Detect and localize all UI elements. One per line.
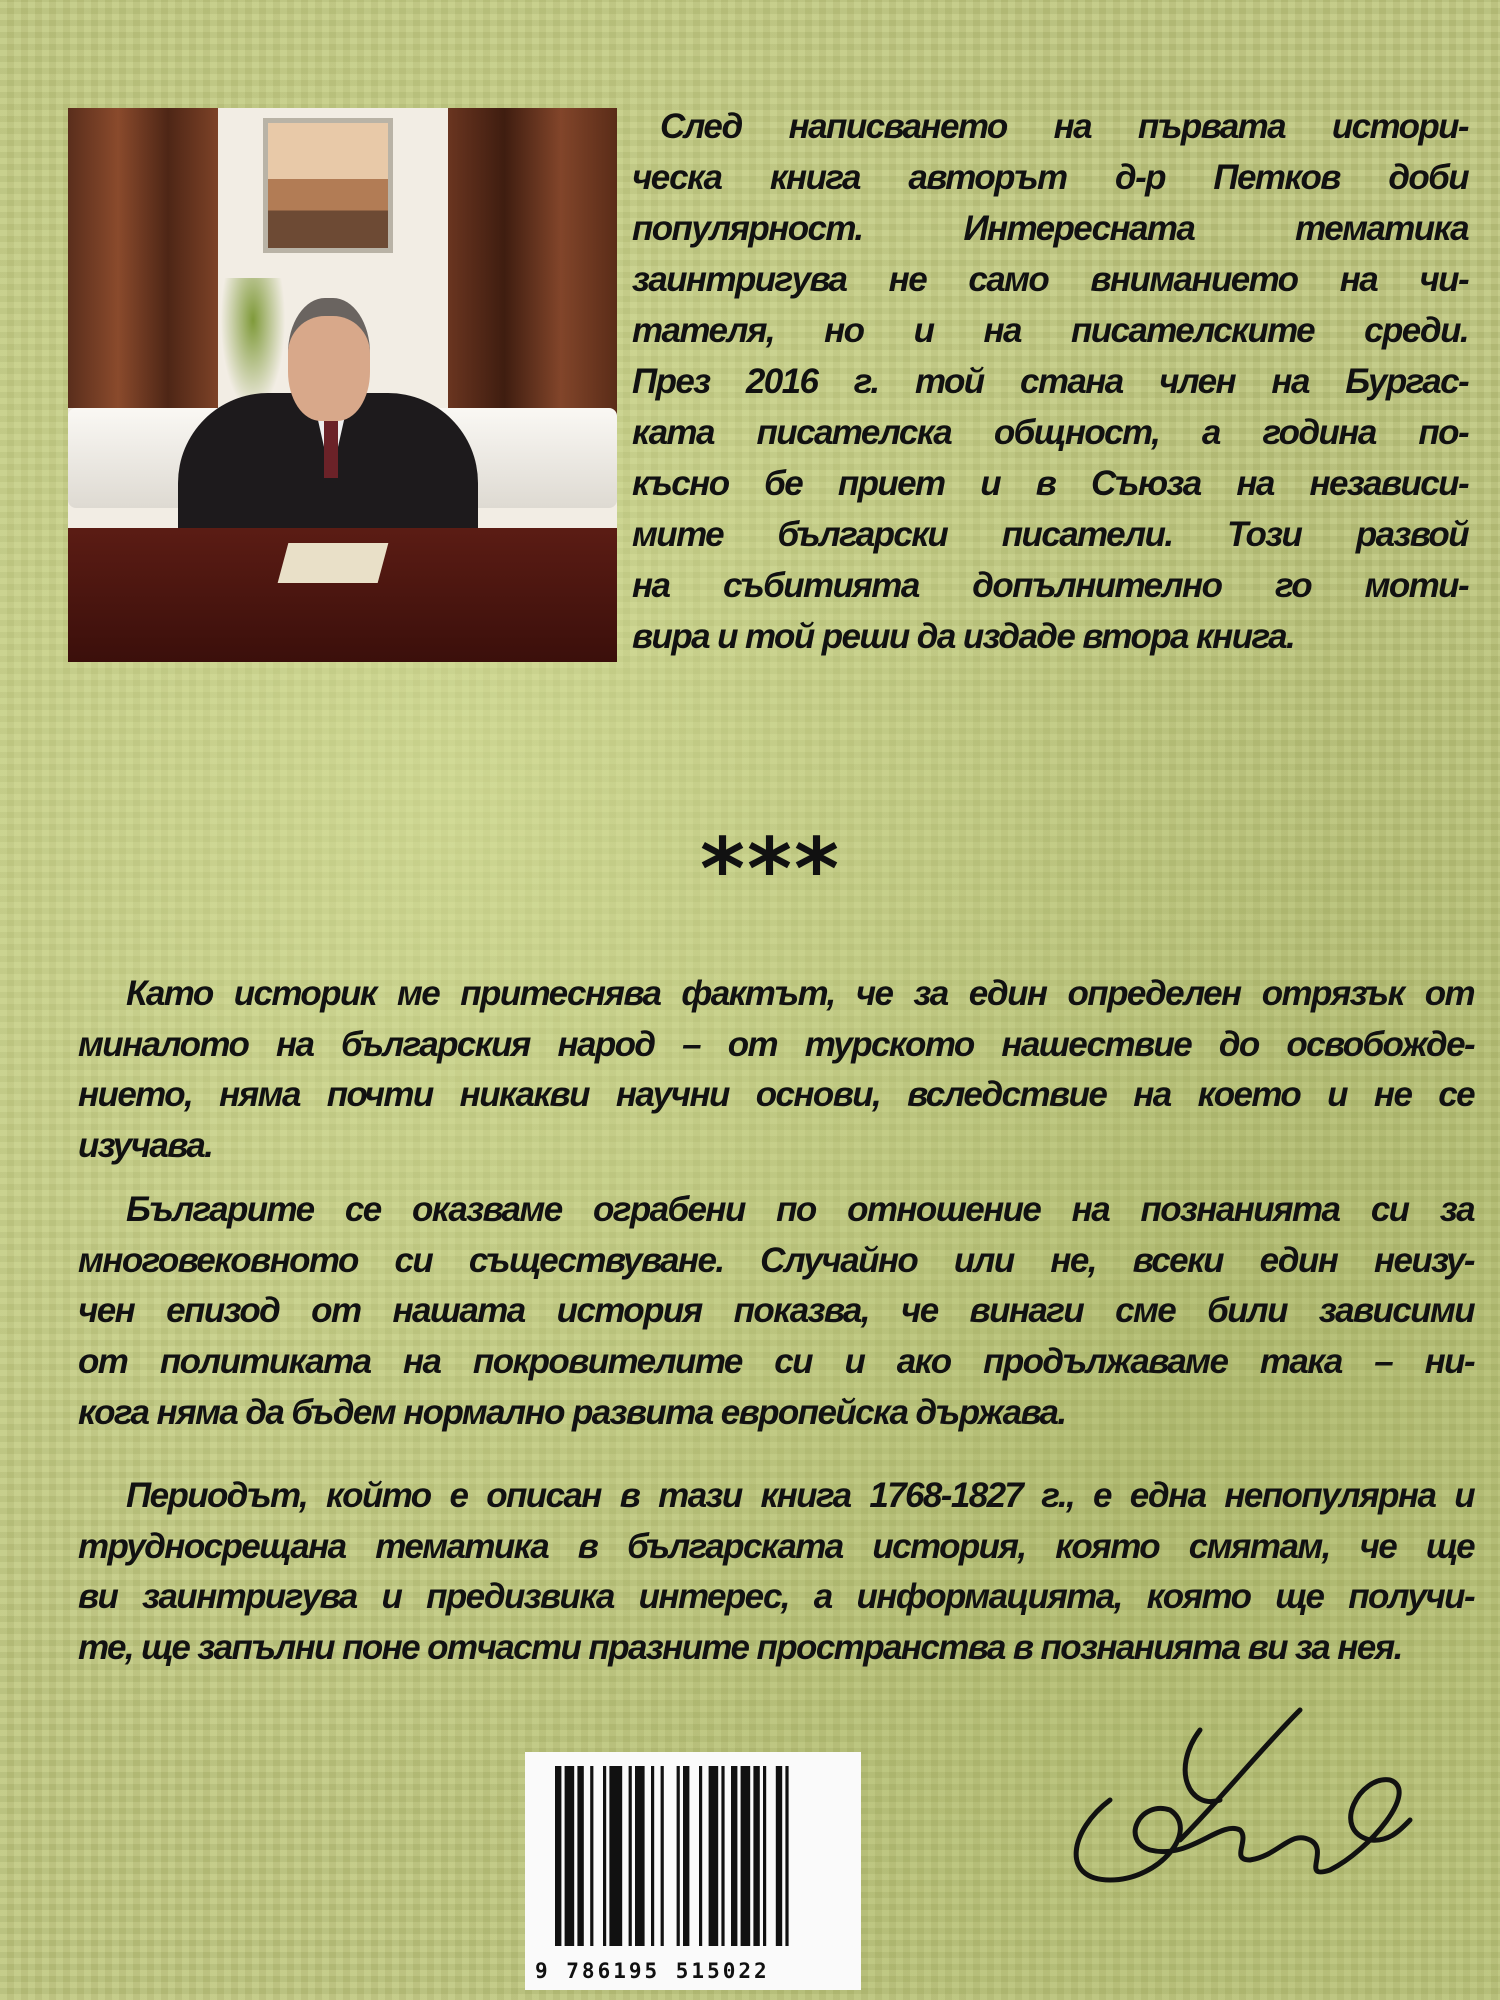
text-line: вира и той реши да издаде втора книга. bbox=[632, 617, 1295, 656]
text-line: През 2016 г. той стана член на Бургас- bbox=[632, 362, 1468, 401]
text-line: нието, няма почти никакви научни основи, вследствие на което и не се bbox=[78, 1075, 1474, 1115]
barcode-bar bbox=[577, 1766, 583, 1946]
barcode-digits: 9 786195 515022 bbox=[535, 1959, 770, 1983]
text-line: След написването на първата истори- bbox=[660, 107, 1468, 146]
text-line: ви заинтригува и предизвика интерес, а информацията, която ще получи- bbox=[78, 1577, 1474, 1617]
text-line: на събитията допълнително го моти- bbox=[632, 566, 1468, 605]
barcode-bar bbox=[677, 1766, 680, 1946]
text-line: миналото на българския народ – от турското нашествие до освобожде- bbox=[78, 1024, 1474, 1064]
barcode-bar bbox=[661, 1766, 664, 1946]
isbn-barcode bbox=[525, 1752, 861, 1990]
author-statement bbox=[78, 969, 1474, 1668]
barcode-bar bbox=[635, 1766, 645, 1946]
barcode-bar bbox=[785, 1766, 788, 1946]
barcode-bar bbox=[709, 1766, 719, 1946]
text-line: заинтригува не само вниманието на чи- bbox=[632, 260, 1468, 299]
text-line: Като историк ме притеснява фактът, че за един определен отрязък от bbox=[126, 974, 1474, 1013]
barcode-bar bbox=[565, 1766, 575, 1946]
barcode-bar bbox=[590, 1766, 593, 1946]
text-line: многовековното си съществуване. Случайно или не, всеки един неизу- bbox=[78, 1240, 1474, 1280]
text-line: мите български писатели. Този развой bbox=[632, 515, 1468, 554]
text-line: изучава. bbox=[78, 1126, 213, 1166]
text-line: от политиката на покровителите си и ако продължаваме така – ни- bbox=[78, 1342, 1474, 1382]
section-separator: *** bbox=[700, 820, 841, 920]
barcode-bar bbox=[651, 1766, 654, 1946]
text-line: Периодът, който е описан в тази книга 1768-1827 г., е една непопулярна и bbox=[126, 1476, 1474, 1515]
text-line: тателя, но и на писателските среди. bbox=[632, 311, 1468, 350]
text-line: трудносрещана тематика в българската история, която смятам, че ще bbox=[78, 1526, 1474, 1566]
barcode-bar bbox=[609, 1766, 622, 1946]
author-photo bbox=[68, 108, 617, 662]
barcode-bar bbox=[741, 1766, 751, 1946]
barcode-bar bbox=[763, 1766, 766, 1946]
text-line: кога няма да бъдем нормално развита европейска държава. bbox=[78, 1392, 1066, 1432]
text-line: чен епизод от нашата история показва, че винаги сме били зависими bbox=[78, 1291, 1474, 1331]
barcode-bar bbox=[555, 1766, 561, 1946]
book bbox=[278, 543, 389, 583]
text-line: ката писателска общност, а година по- bbox=[632, 413, 1468, 452]
barcode-bar bbox=[603, 1766, 606, 1946]
curtain-left bbox=[68, 108, 218, 408]
curtain-right bbox=[448, 108, 617, 428]
barcode-bar bbox=[776, 1766, 782, 1946]
barcode-bar bbox=[731, 1766, 737, 1946]
author-bio-paragraph bbox=[632, 102, 1468, 662]
barcode-bars bbox=[525, 1752, 861, 1962]
barcode-bar bbox=[683, 1766, 689, 1946]
author-signature bbox=[1050, 1690, 1430, 1920]
barcode-bar bbox=[629, 1766, 632, 1946]
text-line: популярност. Интересната тематика bbox=[632, 209, 1468, 248]
barcode-bar bbox=[721, 1766, 724, 1946]
painting bbox=[263, 118, 393, 253]
man-head bbox=[288, 298, 370, 421]
barcode-bar bbox=[753, 1766, 759, 1946]
text-line: ческа книга авторът д-р Петков доби bbox=[632, 158, 1468, 197]
text-line: късно бе приет и в Съюза на независи- bbox=[632, 464, 1468, 503]
text-line: Българите се оказваме ограбени по отношение на познанията си за bbox=[126, 1190, 1474, 1229]
text-line: те, ще запълни поне отчасти празните пространства в познанията ви за нея. bbox=[78, 1628, 1402, 1668]
barcode-bar bbox=[699, 1766, 702, 1946]
